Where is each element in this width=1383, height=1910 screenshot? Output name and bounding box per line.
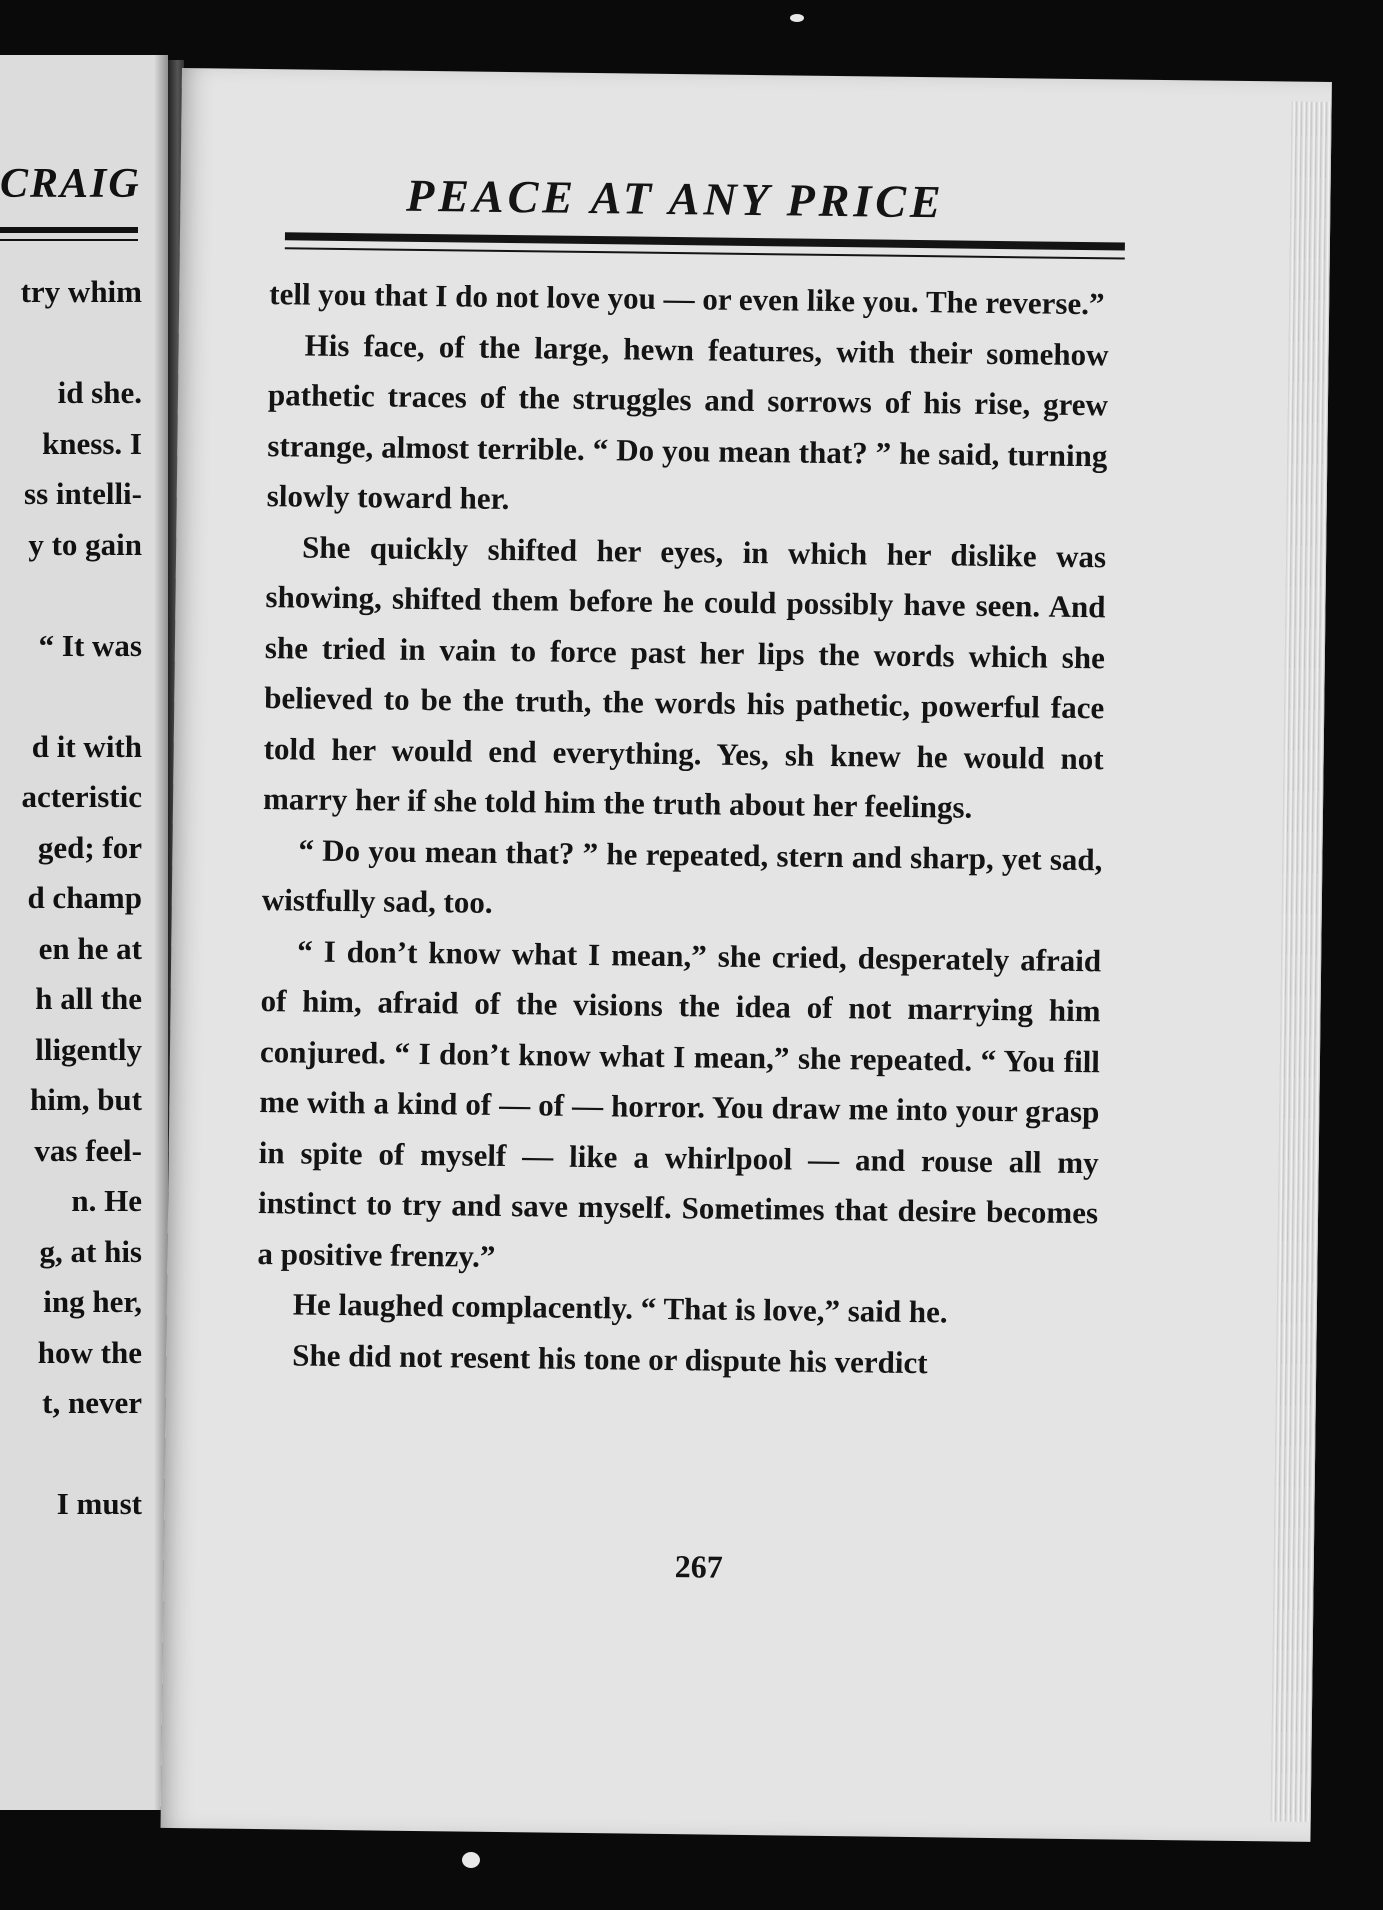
left-page-line	[0, 671, 142, 722]
left-page-line: him, but	[30, 1082, 142, 1117]
scan-speck	[462, 1852, 480, 1868]
page-edge	[1271, 102, 1332, 1822]
left-page-line: kness. I	[42, 425, 142, 461]
left-page-line: n. He	[71, 1183, 142, 1218]
left-page-line: how the	[37, 1334, 142, 1370]
left-page-line: try whim	[20, 274, 142, 309]
left-page-line: “ It was	[38, 627, 142, 663]
page-number: 267	[674, 1548, 723, 1585]
left-page-line: h all the	[35, 981, 142, 1016]
paragraph: “ I don’t know what I mean,” she cried, desperately afraid of him, afraid of the visions the idea of not marrying him conjured. “ I don’t know what I mean,” she repeated. “ You fill me with a kind of — of — horror. You draw me into your grasp in spite of myself — like a whirlpool — and rouse all my instinct to try and save myself. Sometimes that desire becomes a positive frenzy.”	[257, 932, 1102, 1274]
left-page-line	[0, 570, 142, 621]
left-header-rule-thin	[0, 239, 138, 241]
left-page-line: ss intelli-	[24, 476, 142, 511]
body-text	[256, 269, 1110, 1390]
left-page-line: vas feel-	[34, 1132, 142, 1168]
left-page-line: d it with	[31, 728, 142, 764]
paragraph: “ Do you mean that? ” he repeated, stern and sharp, yet sad, wistfully sad, too.	[261, 831, 1103, 920]
paragraph: tell you that I do not love you — or even like you. The reverse.”	[269, 276, 1105, 322]
left-page-line: I must	[56, 1486, 142, 1521]
left-page-text	[0, 267, 142, 1530]
scan-speck	[790, 14, 804, 22]
left-page-line: t, never	[42, 1385, 142, 1420]
left-page	[0, 55, 168, 1810]
left-page-line: ing her,	[43, 1284, 142, 1319]
header-rule-thin	[285, 247, 1125, 259]
main-page	[160, 68, 1331, 1842]
left-page-line: acteristic	[21, 779, 142, 814]
left-page-line: d champ	[27, 880, 142, 915]
paragraph: He laughed complacently. “ That is love,” said he.	[292, 1286, 948, 1330]
left-page-line: lligently	[35, 1031, 142, 1067]
paragraph: She quickly shifted her eyes, in which her dislike was showing, shifted them before he could possibly have seen. And she tried in vain to force past her lips the words which she believed to be the truth, the words his pathetic, powerful face told her would end everything. Yes, sh knew he would not marry her if she told him the truth about her feelings.	[262, 529, 1107, 825]
paragraph: His face, of the large, hewn features, with their somehow pathetic traces of the struggles and sorrows of his rise, grew strange, almost terrible. “ Do you mean that? ” he said, turning slowly toward her.	[266, 327, 1109, 517]
left-page-line: ged; for	[37, 829, 142, 865]
left-page-line: y to gain	[28, 526, 142, 562]
left-page-line	[0, 318, 142, 369]
running-header: PEACE AT ANY PRICE	[405, 169, 945, 228]
header-rule	[285, 232, 1125, 250]
left-page-line: g, at his	[39, 1233, 142, 1269]
left-header-rule	[0, 227, 138, 233]
left-page-line: id she.	[57, 375, 142, 410]
left-page-line	[0, 1429, 142, 1480]
left-page-line: en he at	[38, 930, 142, 966]
left-running-header: CRAIG	[0, 161, 141, 207]
paragraph: She did not resent his tone or dispute his verdict	[292, 1336, 928, 1380]
